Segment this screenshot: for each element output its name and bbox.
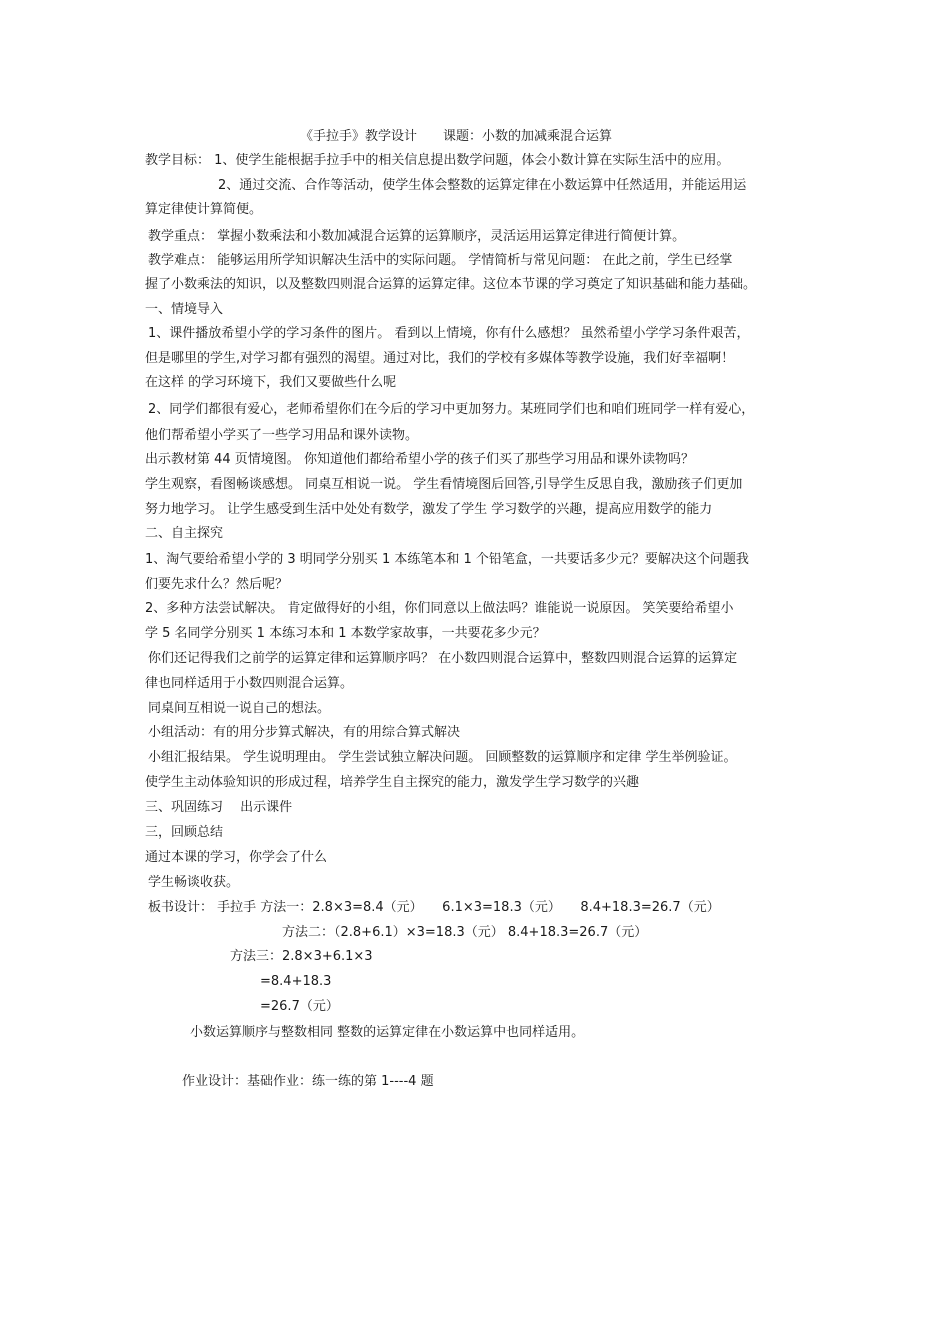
text-line: 1、课件播放希望小学的学习条件的图片。 看到以上情境，你有什么感想？ 虽然希望小学学习条件艰苦， — [148, 326, 750, 341]
board-design-line: 方法三：2.8×3+6.1×3 — [230, 949, 373, 964]
section-heading: 三，回顾总结 — [145, 825, 224, 840]
text-line: 2、通过交流、合作等活动，使学生体会整数的运算定律在小数运算中任然适用，并能运用运 — [218, 178, 747, 193]
text-line: 教学难点： 能够运用所学知识解决生活中的实际问题。 学情简析与常见问题： 在此之前，学生已经掌 — [148, 253, 733, 268]
text-line: 小数运算顺序与整数相同 整数的运算定律在小数运算中也同样适用。 — [190, 1025, 585, 1040]
section-heading: 一、情境导入 — [145, 302, 224, 317]
text-line: 通过本课的学习，你学会了什么 — [145, 850, 328, 865]
text-line: 2、同学们都很有爱心，老师希望你们在今后的学习中更加努力。某班同学们也和咱们班同学一样有爱心， — [148, 402, 755, 417]
section-heading: 三、巩固练习 出示课件 — [145, 800, 293, 815]
board-design-line: 方法二：（2.8+6.1）×3=18.3（元） 8.4+18.3=26.7（元） — [282, 925, 648, 940]
text-line: 2、多种方法尝试解决。 肯定做得好的小组，你们同意以上做法吗？谁能说一说原因。 笑笑要给希望小 — [145, 601, 734, 616]
text-line: 出示教材第 44 页情境图。 你知道他们都给希望小学的孩子们买了那些学习用品和课外读物吗？ — [145, 452, 694, 467]
text-line: 小组汇报结果。 学生说明理由。 学生尝试独立解决问题。 回顾整数的运算顺序和定律 学生举例验证。 — [148, 750, 737, 765]
board-design-line: =8.4+18.3 — [260, 974, 332, 989]
text-line: 教学目标： 1、使学生能根据手拉手中的相关信息提出数学问题，体会小数计算在实际生活中的应用。 — [145, 153, 730, 168]
text-line: 握了小数乘法的知识，以及整数四则混合运算的运算定律。这位本节课的学习奠定了知识基础和能力基础。 — [145, 277, 757, 292]
homework-line: 作业设计：基础作业：练一练的第 1----4 题 — [182, 1074, 434, 1089]
text-line: 你们还记得我们之前学的运算定律和运算顺序吗？ 在小数四则混合运算中，整数四则混合运算的运算定 — [148, 651, 738, 666]
text-line: 同桌间互相说一说自己的想法。 — [148, 701, 331, 716]
text-line: 们要先求什么？然后呢？ — [145, 577, 289, 592]
text-line: 使学生主动体验知识的形成过程，培养学生自主探究的能力，激发学生学习数学的兴趣 — [145, 775, 640, 790]
text-line: 小组活动：有的用分步算式解决，有的用综合算式解决 — [148, 725, 461, 740]
text-line: 律也同样适用于小数四则混合运算。 — [145, 676, 354, 691]
section-heading: 二、自主探究 — [145, 526, 224, 541]
text-line: 1、淘气要给希望小学的 3 明同学分别买 1 本练笔本和 1 个铅笔盒，一共要话多少元？要解决这个问题我 — [145, 552, 749, 567]
board-design-line: 板书设计： 手拉手 方法一：2.8×3=8.4（元） 6.1×3=18.3（元） 8.4+18.3=26.7（元） — [148, 900, 720, 915]
text-line: 在这样 的学习环境下，我们又要做些什么呢 — [145, 375, 397, 390]
text-line: 学 5 名同学分别买 1 本练习本和 1 本数学家故事，一共要花多少元？ — [145, 626, 546, 641]
text-line: 学生观察，看图畅谈感想。 同桌互相说一说。 学生看情境图后回答,引导学生反思自我，激励孩子们更加 — [145, 477, 743, 492]
text-line: 算定律使计算简便。 — [145, 202, 263, 217]
text-line: 他们帮希望小学买了一些学习用品和课外读物。 — [145, 428, 419, 443]
document-title: 《手拉手》教学设计 课题：小数的加减乘混合运算 — [300, 129, 613, 144]
text-line: 努力地学习。 让学生感受到生活中处处有数学，激发了学生 学习数学的兴趣，提高应用数学的能力 — [145, 502, 713, 517]
board-design-line: =26.7（元） — [260, 999, 339, 1014]
text-line: 学生畅谈收获。 — [148, 875, 240, 890]
text-line: 但是哪里的学生,对学习都有强烈的渴望。通过对比，我们的学校有多媒体等教学设施，我们好幸福啊！ — [145, 351, 735, 366]
text-line: 教学重点： 掌握小数乘法和小数加减混合运算的运算顺序，灵活运用运算定律进行简便计算。 — [148, 229, 686, 244]
